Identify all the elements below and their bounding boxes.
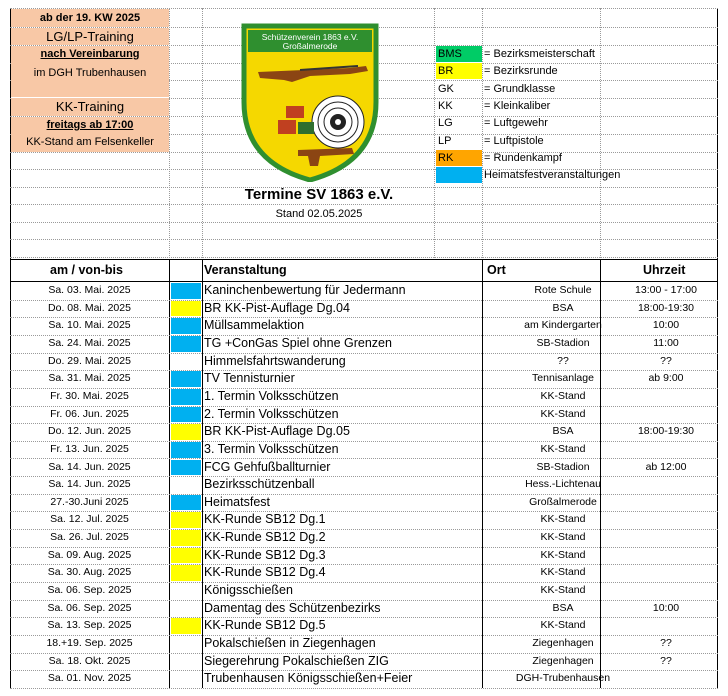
legend-text: = Luftpistole: [484, 134, 544, 147]
row-category-mark: [171, 371, 201, 387]
row-category-mark: [171, 671, 201, 687]
row-location: BSA: [552, 425, 574, 438]
row-category-mark: [171, 583, 201, 599]
grid-line: [10, 239, 718, 240]
row-category-mark: [171, 601, 201, 617]
row-location: BSA: [552, 601, 574, 614]
row-category-mark: [171, 530, 201, 546]
training-start-week: ab der 19. KW 2025: [11, 9, 169, 27]
row-date: Sa. 03. Mai. 2025: [48, 284, 131, 296]
row-category-mark: [171, 636, 201, 652]
row-category-mark: [171, 354, 201, 370]
row-date: Sa. 24. Mai. 2025: [48, 336, 131, 349]
legend-code: RK: [436, 150, 482, 166]
row-event: BR KK-Pist-Auflage Dg.04: [204, 300, 350, 315]
row-date: Sa. 10. Mai. 2025: [48, 319, 131, 332]
row-date: Do. 08. Mai. 2025: [48, 301, 131, 314]
row-location: SB-Stadion: [536, 336, 590, 349]
header-time: Uhrzeit: [643, 263, 686, 277]
legend-text: = Bezirksrunde: [484, 65, 558, 78]
page-title: Termine SV 1863 e.V.: [244, 186, 394, 203]
row-category-mark: [171, 548, 201, 564]
row-category-mark: [171, 283, 201, 299]
row-event: Siegerehrung Pokalschießen ZIG: [204, 653, 389, 668]
row-location: BSA: [552, 301, 574, 314]
table-row: [10, 564, 718, 582]
row-date: Fr. 30. Mai. 2025: [50, 389, 129, 402]
row-event: Heimatsfest: [204, 494, 270, 509]
row-date: Sa. 06. Sep. 2025: [47, 584, 132, 597]
grid-line: [10, 257, 718, 258]
row-event: Trubenhausen Königsschießen+Feier: [204, 671, 413, 686]
row-divider: [10, 688, 718, 689]
stand-date: Stand 02.05.2025: [275, 208, 363, 220]
row-time: 11:00: [653, 336, 679, 349]
table-row: [10, 423, 718, 441]
row-location: KK-Stand: [540, 442, 586, 455]
row-category-mark: [171, 389, 201, 405]
row-location: Rote Schule: [534, 284, 592, 296]
fridays-time: freitags ab 17:00: [11, 117, 169, 134]
row-category-mark: [171, 460, 201, 476]
grid-line: [10, 222, 718, 223]
club-logo: [240, 22, 380, 182]
row-location: KK-Stand: [540, 619, 586, 632]
row-event: 3. Termin Volksschützen: [204, 441, 339, 456]
row-location: ??: [557, 354, 569, 367]
table-row: [10, 459, 718, 477]
row-event: Himmelsfahrtswanderung: [204, 353, 346, 368]
header-event: Veranstaltung: [204, 263, 287, 277]
kk-training-label: KK-Training: [11, 98, 169, 116]
row-location: KK-Stand: [540, 548, 586, 561]
row-event: KK-Runde SB12 Dg.3: [204, 547, 326, 562]
row-event: KK-Runde SB12 Dg.2: [204, 530, 326, 545]
legend-text: = Bezirksmeisterschaft: [484, 48, 595, 60]
table-row: [10, 529, 718, 547]
row-date: Sa. 31. Mai. 2025: [48, 372, 131, 385]
row-location: Ziegenhagen: [532, 654, 594, 667]
row-location: KK-Stand: [540, 407, 586, 420]
row-location: KK-Stand: [540, 513, 586, 526]
row-time: 18:00-19:30: [637, 425, 695, 438]
legend-text: Heimatsfestveranstaltungen: [484, 169, 621, 182]
legend-text: = Rundenkampf: [484, 151, 562, 164]
legend-text: = Kleinkaliber: [484, 99, 551, 112]
row-date: Fr. 13. Jun. 2025: [50, 442, 129, 455]
table-row: [10, 635, 718, 653]
row-location: Hess.-Lichtenau: [525, 478, 601, 491]
row-location: DGH-Trubenhausen: [515, 672, 611, 685]
row-date: Sa. 06. Sep. 2025: [47, 601, 132, 614]
row-date: Sa. 26. Jul. 2025: [50, 531, 129, 544]
row-category-mark: [171, 318, 201, 334]
legend-code: LP: [438, 134, 452, 147]
legend-code: GK: [438, 82, 454, 95]
row-category-mark: [171, 424, 201, 440]
table-row: [10, 582, 718, 600]
row-time: 10:00: [652, 319, 680, 332]
table-row: [10, 282, 718, 300]
legend-code: BMS: [436, 46, 482, 62]
row-event: KK-Runde SB12 Dg.5: [204, 618, 326, 633]
table-row: [10, 317, 718, 335]
table-row: [10, 406, 718, 424]
row-date: Sa. 30. Aug. 2025: [47, 566, 132, 579]
kk-stand-location: KK-Stand am Felsenkeller: [11, 134, 169, 152]
row-location: am Kindergarten: [524, 319, 602, 332]
row-event: KK-Runde SB12 Dg.4: [204, 565, 326, 580]
legend-text: = Grundklasse: [484, 82, 556, 95]
row-event: 2. Termin Volksschützen: [204, 406, 339, 421]
row-event: BR KK-Pist-Auflage Dg.05: [204, 424, 350, 439]
row-event: KK-Runde SB12 Dg.1: [204, 512, 326, 527]
row-event: TV Tennisturnier: [204, 371, 295, 386]
row-event: Bezirksschützenball: [204, 477, 315, 492]
row-event: TG +ConGas Spiel ohne Grenzen: [204, 335, 392, 350]
table-row: [10, 547, 718, 565]
row-category-mark: [171, 654, 201, 670]
header-date: am / von-bis: [50, 263, 123, 277]
row-time: 18:00-19:30: [637, 301, 695, 314]
row-date: Sa. 12. Jul. 2025: [50, 513, 129, 526]
table-row: [10, 388, 718, 406]
legend-code: BR: [436, 63, 482, 79]
legend-code: LG: [438, 117, 453, 130]
table-row: [10, 370, 718, 388]
row-event: Müllsammelaktion: [204, 318, 305, 333]
row-time: ??: [660, 354, 672, 367]
table-row: [10, 494, 718, 512]
row-event: 1. Termin Volksschützen: [204, 388, 339, 403]
row-category-mark: [171, 512, 201, 528]
lg-lp-training-label: LG/LP-Training: [11, 28, 169, 45]
legend-code: [436, 167, 482, 183]
row-category-mark: [171, 407, 201, 423]
row-date: Do. 29. Mai. 2025: [48, 354, 131, 367]
row-time: 13:00 - 17:00: [635, 284, 697, 296]
table-row: [10, 335, 718, 353]
row-location: Großalmerode: [529, 495, 597, 508]
logo-text-line2: Großalmerode: [282, 41, 338, 51]
row-category-mark: [171, 336, 201, 352]
table-row: [10, 600, 718, 618]
row-event: Kaninchenbewertung für Jedermann: [204, 283, 406, 297]
row-category-mark: [171, 442, 201, 458]
row-date: Fr. 06. Jun. 2025: [50, 407, 129, 420]
row-event: Königsschießen: [204, 583, 293, 598]
table-row: [10, 670, 718, 688]
row-location: KK-Stand: [540, 531, 586, 544]
logo-text-line1: Schützenverein 1863 e.V.: [261, 32, 359, 42]
legend-code: KK: [438, 99, 453, 112]
table-row: [10, 617, 718, 635]
row-event: Damentag des Schützenbezirks: [204, 600, 381, 615]
table-row: [10, 441, 718, 459]
row-date: 27.-30.Juni 2025: [50, 495, 129, 508]
row-event: Pokalschießen in Ziegenhagen: [204, 636, 376, 650]
row-category-mark: [171, 565, 201, 581]
row-location: Ziegenhagen: [532, 637, 594, 649]
row-category-mark: [171, 477, 201, 493]
row-date: Do. 12. Jun. 2025: [48, 425, 131, 438]
row-time: ??: [660, 654, 672, 667]
row-date: Sa. 13. Sep. 2025: [47, 619, 132, 632]
table-row: [10, 353, 718, 371]
row-time: ab 12:00: [645, 460, 687, 473]
row-date: Sa. 18. Okt. 2025: [48, 654, 131, 667]
row-location: KK-Stand: [540, 389, 586, 402]
row-date: Sa. 09. Aug. 2025: [47, 548, 132, 561]
row-category-mark: [171, 618, 201, 634]
table-row: [10, 653, 718, 671]
row-location: KK-Stand: [540, 566, 586, 579]
table-row: [10, 300, 718, 318]
row-location: KK-Stand: [540, 584, 586, 597]
row-location: Tennisanlage: [532, 372, 594, 385]
header-location: Ort: [487, 263, 506, 277]
table-row: [10, 511, 718, 529]
row-event: FCG Gehfußballturnier: [204, 459, 331, 474]
legend-text: = Luftgewehr: [484, 117, 548, 130]
shooting-club-crest-icon: [240, 22, 380, 182]
row-date: Sa. 14. Jun. 2025: [48, 478, 131, 491]
table-row: [10, 476, 718, 494]
by-arrangement-label: nach Vereinbarung: [11, 46, 169, 63]
row-time: 10:00: [652, 601, 680, 614]
dgh-location: im DGH Trubenhausen: [11, 63, 169, 97]
row-date: Sa. 14. Jun. 2025: [48, 460, 131, 473]
row-date: 18.+19. Sep. 2025: [46, 637, 133, 649]
row-time: ab 9:00: [648, 372, 684, 385]
row-location: SB-Stadion: [536, 460, 590, 473]
row-category-mark: [171, 301, 201, 317]
row-time: ??: [660, 637, 672, 649]
row-category-mark: [171, 495, 201, 511]
row-date: Sa. 01. Nov. 2025: [47, 672, 132, 685]
